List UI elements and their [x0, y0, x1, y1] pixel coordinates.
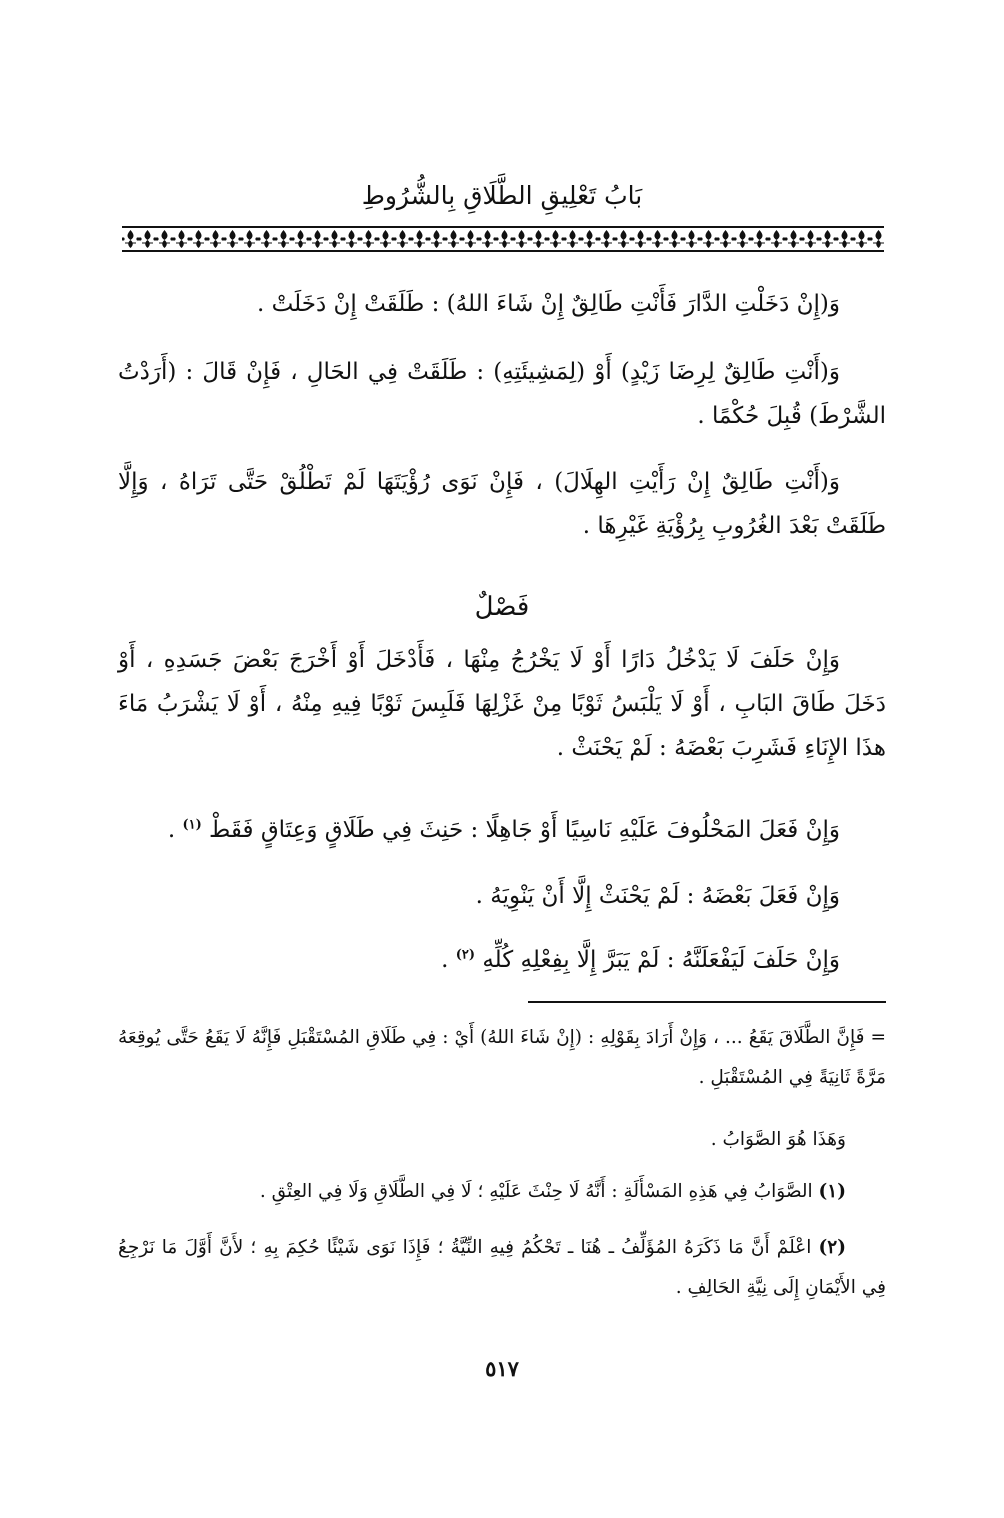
paragraph-2: وَ(أَنْتِ طَالِقٌ لِرِضَا زَيْدٍ) أَوْ (لِمَشِيئَتِهِ) : طَلَقَتْ فِي الحَالِ ، فَإِنْ قَالَ : (أَرَدْتُ الشَّرْطَ) قُبِلَ حُكْمًا . — [118, 359, 886, 429]
footnote-separator — [528, 1001, 886, 1003]
footnote-2 — [118, 1228, 886, 1308]
footnote-1-text: الصَّوَابُ فِي هَذِهِ المَسْأَلَةِ : أَنَّهُ لَا حِنْثَ عَلَيْهِ ؛ لَا فِي الطَّلَاقِ وَلَا فِي العِتْقِ . — [259, 1181, 819, 1202]
footnote-continuation: = فَإِنَّ الطَّلَاقَ يَقَعُ ... ، وَإِنْ أَرَادَ بِقَوْلِهِ : (إِنْ شَاءَ اللهُ) أَيْ : فِي طَلَاقِ المُسْتَقْبَلِ فَإِنَّهُ لَا يَقَعُ حَتَّى يُوقِعَهُ مَرَّةً ثَانِيَةً فِي المُسْتَقْبَلِ . — [118, 1027, 886, 1088]
section-paragraph-4 — [118, 938, 886, 982]
footnote-ref-1[interactable]: (١) — [182, 817, 202, 833]
section-paragraph-2-end: . — [167, 817, 183, 843]
paragraph-1: وَ(إِنْ دَخَلْتِ الدَّارَ فَأَنْتِ طَالِقٌ إِنْ شَاءَ اللهُ) : طَلَقَتْ إِنْ دَخَلَتْ . — [256, 291, 840, 317]
footnote-2-number: (٢) — [818, 1237, 846, 1258]
page-number: ٥١٧ — [485, 1356, 519, 1381]
footnote-1-number: (١) — [818, 1181, 846, 1202]
chapter-title: بَابُ تَعْلِيقِ الطَّلَاقِ بِالشُّرُوطِ — [361, 181, 643, 210]
footnote-continuation-2: وَهَذَا هُوَ الصَّوَابُ . — [710, 1129, 846, 1150]
section-paragraph-4-text: وَإِنْ حَلَفَ لَيَفْعَلَنَّهُ : لَمْ يَبَرَّ إِلَّا بِفِعْلِهِ كُلِّهِ — [482, 947, 840, 973]
section-paragraph-2 — [118, 808, 886, 852]
footnote-1 — [118, 1172, 886, 1212]
footnote-ref-2[interactable]: (٢) — [455, 947, 476, 963]
section-paragraph-2-text: وَإِنْ فَعَلَ المَحْلُوفَ عَلَيْهِ نَاسِيًا أَوْ جَاهِلًا : حَنِثَ فِي طَلَاقٍ وَعِتَاقٍ فَقَطْ — [209, 817, 840, 843]
section-heading: فَصْلٌ — [474, 592, 530, 622]
footnote-2-text: اعْلَمْ أَنَّ مَا ذَكَرَهُ المُؤَلِّفُ ـ هُنَا ـ تَحْكُمُ فِيهِ النِّيَّةُ ؛ فَإِذَا نَوَى شَيْئًا حُكِمَ بِهِ ؛ لأَنَّ أَوَّلَ مَا نَرْجِعُ فِي الأَيْمَانِ إِلَى نِيَّةِ الحَالِفِ . — [118, 1237, 886, 1298]
ornament-band — [122, 226, 884, 252]
section-paragraph-3: وَإِنْ فَعَلَ بَعْضَهُ : لَمْ يَحْنَثْ إِلَّا أَنْ يَنْوِيَهُ . — [475, 883, 840, 909]
paragraph-3: وَ(أَنْتِ طَالِقٌ إِنْ رَأَيْتِ الهِلَالَ) ، فَإِنْ نَوَى رُؤْيَتَهَا لَمْ تَطْلُقْ حَتَّى تَرَاهُ ، وَإِلَّا طَلَقَتْ بَعْدَ الغُرُوبِ بِرُؤْيَةِ غَيْرِهَا . — [118, 469, 886, 539]
section-paragraph-1: وَإِنْ حَلَفَ لَا يَدْخُلُ دَارًا أَوْ لَا يَخْرُجُ مِنْهَا ، فَأَدْخَلَ أَوْ أَخْرَجَ بَعْضَ جَسَدِهِ ، أَوْ دَخَلَ طَاقَ البَابِ ، أَوْ لَا يَلْبَسُ ثَوْبًا مِنْ غَزْلِهَا فَلَبِسَ ثَوْبًا فِيهِ مِنْهُ ، أَوْ لَا يَشْرَبُ مَاءَ هذَا الإِنَاءِ فَشَرِبَ بَعْضَهُ : لَمْ يَحْنَثْ . — [118, 647, 886, 761]
section-paragraph-4-end: . — [441, 947, 456, 973]
